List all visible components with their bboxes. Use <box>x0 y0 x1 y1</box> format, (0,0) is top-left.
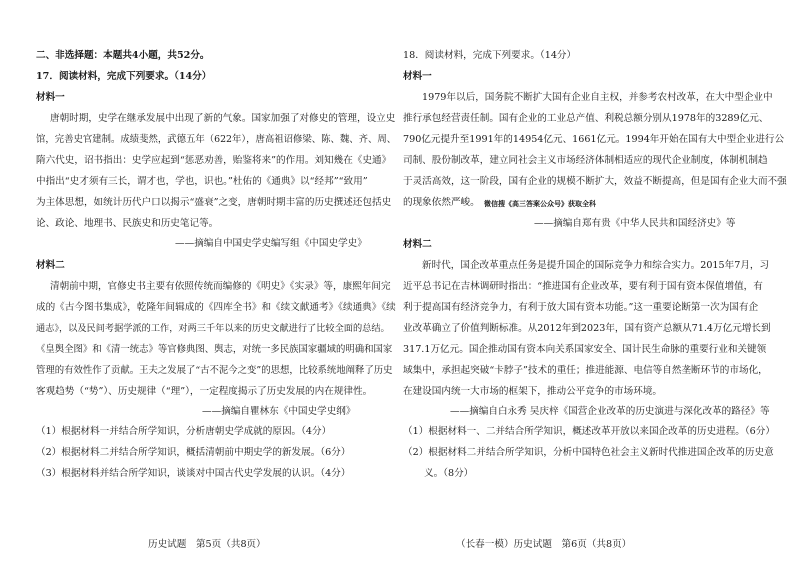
q17-question-3: （3）根据材料并结合所学知识，谈谈对中国古代史学发展的认识。（4分） <box>36 468 351 479</box>
q17-question-1: （1）根据材料一并结合所学知识，分析唐朝史学成就的原因。（4分） <box>36 426 332 437</box>
q17-m2-source: ——摘编自瞿林东《中国史学史纲》 <box>202 406 356 417</box>
q18-material2-title: 材料二 <box>403 239 432 250</box>
q18-m1-line: 790亿元提升至1991年的14954亿元、1661亿元。1994年开始在国有大中型企业进行公 <box>403 134 785 145</box>
q17-material2-title: 材料二 <box>36 260 65 271</box>
q17-m2-line: 管理的有效性作了贡献。王夫之发展了“古不泥今之变”的思想，比较系统地阐释了历史 <box>36 365 393 376</box>
q17-prompt: 17．阅读材料，完成下列要求。（14分） <box>36 71 212 82</box>
right-page <box>400 0 800 579</box>
q17-m1-line: 论、政论、地理书、民族史和历史笔记等。 <box>36 218 219 229</box>
q18-m1-line: 推行承包经营责任制。国有企业的工业总产值、利税总额分别从1978年的3289亿元、 <box>403 113 769 124</box>
q18-m1-line: 司制、股份制改革，建立同社会主义市场经济体制相适应的现代企业制度，体制机制趋 <box>403 155 768 166</box>
q17-question-2: （2）根据材料二并结合所学知识，概括清朝前中期史学的新发展。（6分） <box>36 447 351 458</box>
q18-m2-line: 新时代，国企改革重点任务是提升国企的国际竞争力和综合实力。2015年7月，习 <box>422 260 770 271</box>
right-page-footer: （长春一模）历史试题 第6页（共8页） <box>456 539 632 550</box>
q18-m1-line: 于灵活高效，这一阶段，国有企业的规模不断扩大，效益不断提高，但是国有企业大而不强 <box>403 176 787 187</box>
q17-m1-line: 隋六代史，诏书指出：史学应起到“惩恶劝善，贻鉴将来”的作用。刘知幾在《史通》 <box>36 155 392 166</box>
left-page-footer: 历史试题 第5页（共8页） <box>148 539 266 550</box>
q18-m2-source: ——摘编自白永秀 吴庆梓《国营企业改革的历史演进与深化改革的路径》等 <box>450 406 770 417</box>
q17-m1-line: 为主体思想，如统计历代户口以揭示“盛衰”之变，唐朝时期丰富的历史撰述还包括史 <box>36 197 392 208</box>
q18-m1-line: 的现象依然严峻。 <box>403 197 480 208</box>
q18-m2-line: 域集中，承担起突破“卡脖子”技术的重任；推进能源、电信等自然垄断环节的市场化， <box>403 365 768 376</box>
q18-prompt: 18．阅读材料，完成下列要求。（14分） <box>403 50 577 61</box>
q18-m2-line: 在建设国内统一大市场的框架下，推动公平竞争的市场环境。 <box>403 386 663 397</box>
q17-m1-source: ——摘编自中国史学史编写组《中国史学史》 <box>175 238 367 249</box>
q17-m1-line: 馆，完善史官建制。成绩斐然，武德五年（622年），唐高祖诏修梁、陈、魏、齐、周、 <box>36 134 397 145</box>
q17-m1-line: 唐朝时期，史学在继承发展中出现了新的气象。国家加强了对修史的管理，设立史 <box>50 113 396 124</box>
q17-m1-line: 中指出“史才须有三长，谓才也，学也，识也。”杜佑的《通典》以“经邦”“致用” <box>36 176 368 187</box>
q17-m2-line: 清朝前中期，官修史书主要有依照传统而编修的《明史》《实录》等，康熙年间完 <box>50 281 391 292</box>
q18-m1-line: 1979年以后，国务院不断扩大国有企业自主权，并参考农村改革，在大中型企业中 <box>422 92 773 103</box>
q18-material1-title: 材料一 <box>403 71 432 82</box>
watermark-text: 微信搜《高三答案公众号》获取全科 <box>484 199 596 208</box>
q18-question-2-continued: 义。（8分） <box>424 468 474 479</box>
q18-m2-line: 317.1万亿元。国企推动国有资本向关系国家安全、国计民生命脉的重要行业和关键领 <box>403 344 767 355</box>
q17-m2-line: 成的《古今图书集成》，乾隆年间辑成的《四库全书》和《续文献通考》《续通典》《续 <box>36 302 396 313</box>
q18-m1-source: ——摘编自郑有贵《中华人民共和国经济史》等 <box>534 218 736 229</box>
section-header: 二、非选择题：本题共4小题，共52分。 <box>36 50 210 61</box>
q18-m2-line: 近平总书记在吉林调研时指出：“推进国有企业改革，要有利于国有资本保值增值，有 <box>403 281 763 292</box>
q17-m2-line: 《皇舆全图》和《清一统志》等官修典图、舆志，对统一多民族国家疆域的明确和国家 <box>36 344 393 355</box>
q18-m2-line: 业改革确立了价值判断标准。从2012年到2023年，国有资产总额从71.4万亿元增长到 <box>403 323 771 334</box>
q18-question-1: （1）根据材料一、二并结合所学知识，概述改革开放以来国企改革的历史进程。（6分） <box>403 426 775 437</box>
q18-m2-line: 利于提高国有经济竞争力，有利于放大国有资本功能。”这一重要论断第一次为国有企 <box>403 302 759 313</box>
q17-m2-line: 客观趋势（“势”）、历史规律（“理”），一定程度揭示了历史发展的内在规律性。 <box>36 386 373 397</box>
q17-material1-title: 材料一 <box>36 92 65 103</box>
q18-question-2: （2）根据材料二并结合所学知识，分析中国特色社会主义新时代推进国企改革的历史意 <box>403 447 774 458</box>
q17-m2-line: 通志》，以及民间考据学派的工作，对两三千年以来的历史文献进行了比较全面的总结。 <box>36 323 390 334</box>
